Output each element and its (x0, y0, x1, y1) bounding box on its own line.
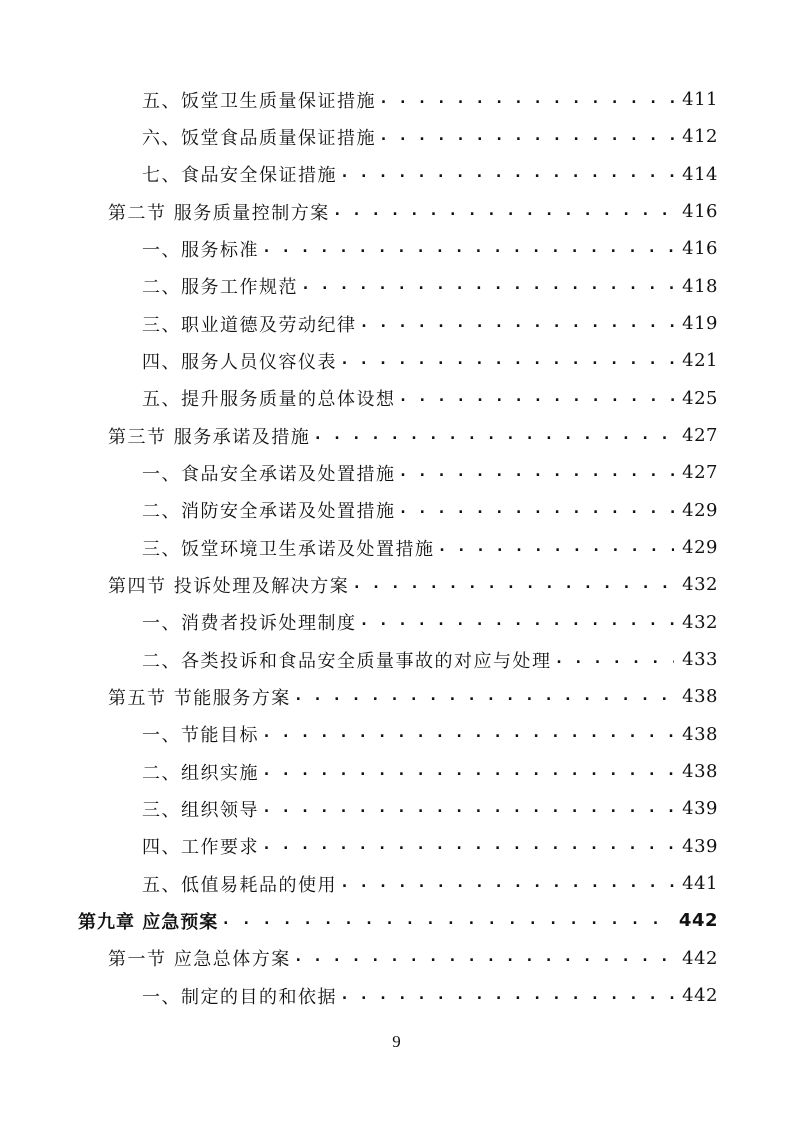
toc-entry-page: 418 (682, 275, 718, 297)
toc-dot-leader (379, 128, 674, 146)
toc-entry-title: 第九章 应急预案 (78, 911, 219, 933)
toc-dot-leader (294, 949, 674, 967)
toc-entry-title: 二、组织实施 (142, 762, 259, 784)
toc-entry[interactable] (0, 604, 718, 641)
toc-entry-page: 427 (682, 425, 718, 447)
toc-entry-page: 427 (682, 462, 718, 484)
toc-dot-leader (301, 277, 674, 295)
toc-entry-page: 416 (682, 201, 718, 223)
toc-entry-page: 412 (682, 126, 718, 148)
toc-dot-leader (399, 464, 675, 482)
toc-dot-leader (340, 352, 674, 370)
toc-dot-leader (340, 875, 674, 893)
toc-entry-page: 411 (682, 89, 718, 111)
toc-dot-leader (221, 912, 671, 930)
toc-dot-leader (262, 240, 674, 258)
toc-dot-leader (262, 763, 674, 781)
toc-entry[interactable] (0, 380, 718, 417)
toc-entry[interactable] (0, 230, 718, 267)
toc-entry[interactable] (0, 753, 718, 790)
toc-entry[interactable] (0, 790, 718, 827)
toc-entry-title: 一、食品安全承诺及处置措施 (142, 463, 396, 485)
toc-dot-leader (262, 800, 674, 818)
toc-entry-page: 433 (682, 649, 718, 671)
toc-entry-title: 七、食品安全保证措施 (142, 165, 337, 187)
toc-entry[interactable] (0, 305, 718, 342)
toc-section-entry[interactable] (0, 566, 718, 603)
toc-dot-leader (294, 688, 674, 706)
toc-entry[interactable] (0, 81, 718, 118)
toc-entry-title: 二、各类投诉和食品安全质量事故的对应与处理 (142, 650, 552, 672)
toc-entry-title: 一、服务标准 (142, 239, 259, 261)
toc-entry-page: 441 (682, 873, 718, 895)
toc-dot-leader (313, 427, 674, 445)
toc-dot-leader (333, 203, 674, 221)
toc-entry-page: 414 (682, 163, 718, 185)
toc-dot-leader (340, 987, 674, 1005)
toc-entry-title: 三、饭堂环境卫生承诺及处置措施 (142, 538, 435, 560)
toc-entry-title: 第四节 投诉处理及解决方案 (108, 575, 350, 597)
toc-dot-leader (399, 389, 675, 407)
toc-entry[interactable] (0, 828, 718, 865)
toc-entry-page: 425 (682, 387, 718, 409)
toc-dot-leader (360, 315, 675, 333)
toc-dot-leader (262, 725, 674, 743)
toc-dot-leader (340, 165, 674, 183)
toc-entry-title: 第二节 服务质量控制方案 (108, 202, 330, 224)
toc-entry-title: 二、消防安全承诺及处置措施 (142, 501, 396, 523)
toc-dot-leader (352, 576, 674, 594)
toc-entry-title: 一、节能目标 (142, 725, 259, 747)
toc-entry-page: 432 (682, 611, 718, 633)
toc-entry-page: 442 (682, 947, 718, 969)
toc-entry[interactable] (0, 865, 718, 902)
toc-entry-title: 一、消费者投诉处理制度 (142, 613, 357, 635)
toc-entry-title: 五、低值易耗品的使用 (142, 874, 337, 896)
toc-entry[interactable] (0, 641, 718, 678)
toc-entry-title: 第一节 应急总体方案 (108, 949, 291, 971)
page-number: 9 (392, 1032, 401, 1051)
toc-section-entry[interactable] (0, 940, 718, 977)
toc-entry-page: 432 (682, 574, 718, 596)
toc-entry-title: 六、饭堂食品质量保证措施 (142, 127, 376, 149)
toc-entry-page: 416 (682, 238, 718, 260)
toc-entry-title: 一、制定的目的和依据 (142, 986, 337, 1008)
toc-entry-page: 439 (682, 835, 718, 857)
toc-entry-page: 421 (682, 350, 718, 372)
toc-chapter-entry[interactable] (0, 902, 718, 939)
toc-section-entry[interactable] (0, 193, 718, 230)
toc-section-entry[interactable] (0, 678, 718, 715)
toc-entry[interactable] (0, 118, 718, 155)
toc-entry-title: 第三节 服务承诺及措施 (108, 426, 311, 448)
toc-entry-title: 第五节 节能服务方案 (108, 687, 291, 709)
toc-dot-leader (555, 651, 675, 669)
toc-entry[interactable] (0, 268, 718, 305)
toc-entry[interactable] (0, 156, 718, 193)
toc-entry-page: 442 (678, 910, 718, 932)
toc-entry-page: 429 (682, 537, 718, 559)
toc-entry-page: 429 (682, 499, 718, 521)
toc-entry-title: 五、饭堂卫生质量保证措施 (142, 90, 376, 112)
toc-entry-page: 439 (682, 798, 718, 820)
toc-entry[interactable] (0, 342, 718, 379)
toc-entry-title: 三、组织领导 (142, 799, 259, 821)
toc-dot-leader (262, 837, 674, 855)
toc-entry-page: 438 (682, 723, 718, 745)
toc-entry-title: 三、职业道德及劳动纪律 (142, 314, 357, 336)
toc-entry-page: 419 (682, 313, 718, 335)
toc-entry[interactable] (0, 716, 718, 753)
toc-dot-leader (360, 613, 675, 631)
toc-entry[interactable] (0, 977, 718, 1014)
toc-dot-leader (399, 501, 675, 519)
toc-entry-title: 五、提升服务质量的总体设想 (142, 389, 396, 411)
toc-entry-title: 四、服务人员仪容仪表 (142, 351, 337, 373)
toc-section-entry[interactable] (0, 417, 718, 454)
toc-entry-title: 四、工作要求 (142, 837, 259, 859)
table-of-contents (0, 81, 793, 1014)
toc-entry-page: 438 (682, 761, 718, 783)
toc-dot-leader (438, 539, 675, 557)
toc-entry-page: 438 (682, 686, 718, 708)
toc-entry[interactable] (0, 492, 718, 529)
toc-entry[interactable] (0, 454, 718, 491)
toc-entry-title: 二、服务工作规范 (142, 277, 298, 299)
toc-entry-page: 442 (682, 985, 718, 1007)
toc-dot-leader (379, 91, 674, 109)
toc-entry[interactable] (0, 529, 718, 566)
